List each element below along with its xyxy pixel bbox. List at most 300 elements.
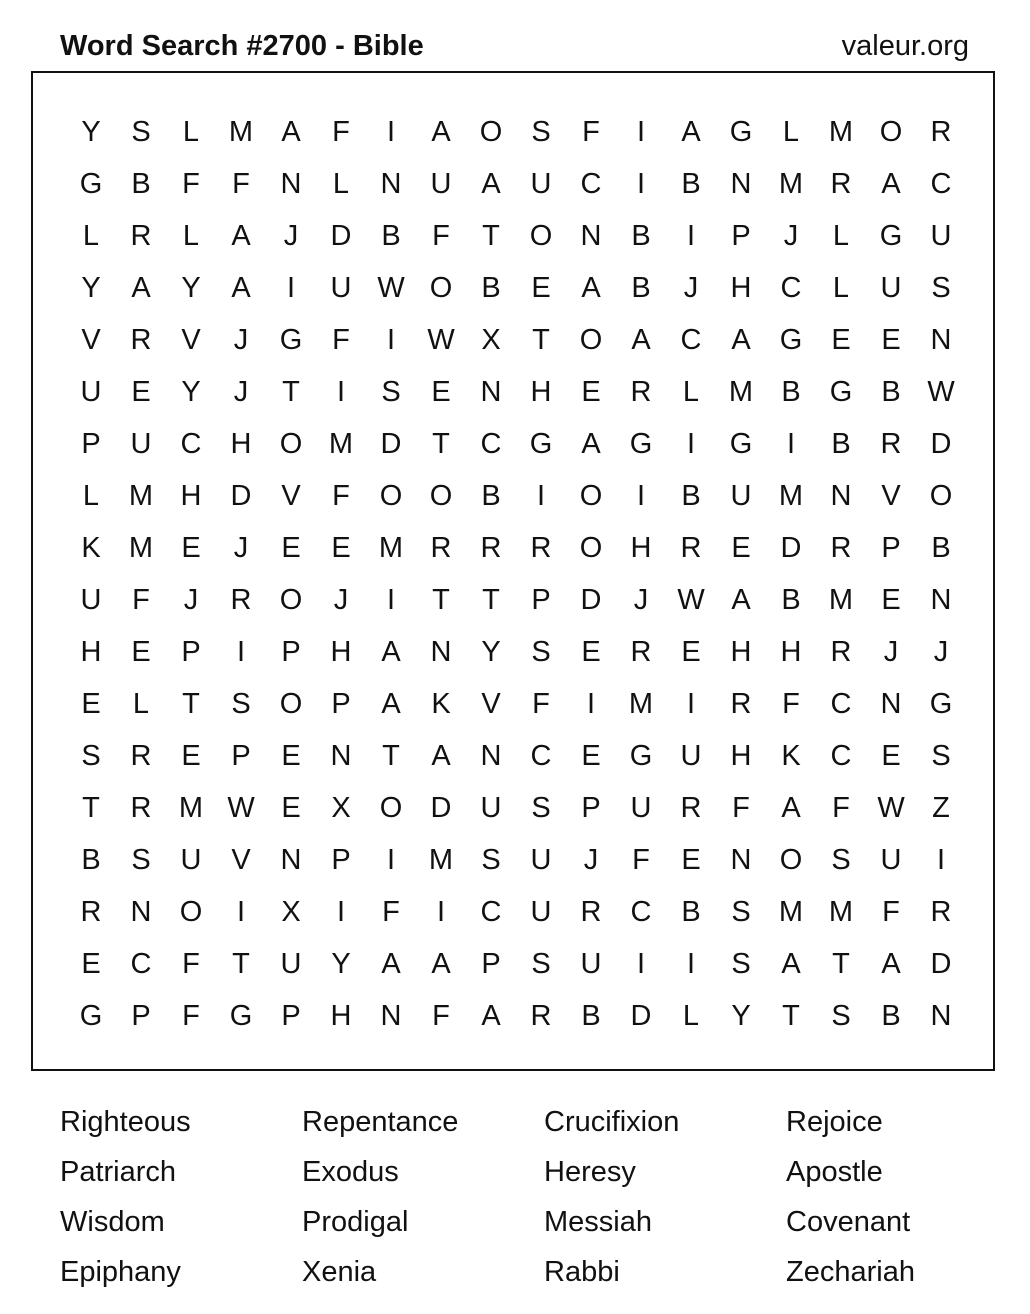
- grid-cell[interactable]: A: [581, 428, 601, 460]
- grid-cell[interactable]: E: [531, 272, 551, 304]
- grid-cell[interactable]: B: [781, 584, 801, 616]
- grid-cell[interactable]: R: [80, 896, 102, 928]
- grid-cell[interactable]: O: [279, 584, 303, 616]
- grid-cell[interactable]: R: [830, 168, 852, 200]
- grid-cell[interactable]: L: [682, 376, 700, 408]
- grid-cell[interactable]: I: [336, 896, 346, 928]
- grid-cell[interactable]: E: [831, 324, 851, 356]
- grid-cell[interactable]: B: [581, 1000, 601, 1032]
- grid-cell[interactable]: A: [481, 1000, 501, 1032]
- grid-cell[interactable]: B: [631, 272, 651, 304]
- grid-cell[interactable]: E: [881, 584, 901, 616]
- grid-cell[interactable]: H: [630, 532, 652, 564]
- grid-cell[interactable]: M: [228, 116, 254, 148]
- grid-cell[interactable]: U: [880, 272, 902, 304]
- grid-cell[interactable]: E: [681, 844, 701, 876]
- grid-cell[interactable]: N: [480, 376, 502, 408]
- grid-cell[interactable]: C: [180, 428, 202, 460]
- grid-cell[interactable]: M: [728, 376, 754, 408]
- grid-cell[interactable]: O: [929, 480, 953, 512]
- grid-cell[interactable]: N: [380, 168, 402, 200]
- grid-cell[interactable]: E: [131, 376, 151, 408]
- grid-cell[interactable]: R: [830, 532, 852, 564]
- grid-cell[interactable]: F: [532, 688, 550, 720]
- grid-cell[interactable]: N: [730, 844, 752, 876]
- grid-cell[interactable]: S: [931, 740, 951, 772]
- grid-cell[interactable]: L: [832, 272, 850, 304]
- grid-cell[interactable]: E: [581, 376, 601, 408]
- grid-cell[interactable]: S: [831, 844, 851, 876]
- grid-cell[interactable]: A: [231, 220, 251, 252]
- grid-cell[interactable]: A: [581, 272, 601, 304]
- grid-cell[interactable]: M: [628, 688, 654, 720]
- grid-cell[interactable]: C: [830, 688, 852, 720]
- grid-cell[interactable]: E: [881, 740, 901, 772]
- grid-cell[interactable]: P: [331, 688, 351, 720]
- grid-cell[interactable]: T: [382, 740, 400, 772]
- grid-cell[interactable]: J: [933, 636, 949, 668]
- grid-cell[interactable]: T: [482, 584, 500, 616]
- grid-cell[interactable]: B: [681, 480, 701, 512]
- grid-cell[interactable]: Y: [181, 272, 201, 304]
- grid-cell[interactable]: C: [630, 896, 652, 928]
- grid-cell[interactable]: H: [230, 428, 252, 460]
- grid-cell[interactable]: D: [430, 792, 452, 824]
- grid-cell[interactable]: T: [432, 584, 450, 616]
- grid-cell[interactable]: P: [281, 636, 301, 668]
- grid-cell[interactable]: U: [880, 844, 902, 876]
- grid-cell[interactable]: I: [436, 896, 446, 928]
- grid-cell[interactable]: V: [181, 324, 201, 356]
- grid-cell[interactable]: M: [328, 428, 354, 460]
- grid-cell[interactable]: S: [81, 740, 101, 772]
- grid-cell[interactable]: N: [730, 168, 752, 200]
- grid-cell[interactable]: V: [481, 688, 501, 720]
- grid-cell[interactable]: H: [780, 636, 802, 668]
- grid-cell[interactable]: B: [881, 376, 901, 408]
- grid-cell[interactable]: J: [633, 584, 649, 616]
- grid-cell[interactable]: O: [529, 220, 553, 252]
- grid-cell[interactable]: I: [386, 116, 396, 148]
- grid-cell[interactable]: T: [532, 324, 550, 356]
- grid-cell[interactable]: O: [479, 116, 503, 148]
- grid-cell[interactable]: N: [930, 584, 952, 616]
- grid-cell[interactable]: N: [280, 844, 302, 876]
- grid-cell[interactable]: P: [131, 1000, 151, 1032]
- grid-cell[interactable]: A: [731, 584, 751, 616]
- grid-cell[interactable]: W: [227, 792, 255, 824]
- grid-cell[interactable]: A: [381, 636, 401, 668]
- grid-cell[interactable]: P: [281, 1000, 301, 1032]
- grid-cell[interactable]: U: [730, 480, 752, 512]
- grid-cell[interactable]: P: [481, 948, 501, 980]
- grid-cell[interactable]: S: [831, 1000, 851, 1032]
- grid-cell[interactable]: R: [130, 792, 152, 824]
- grid-cell[interactable]: Z: [932, 792, 950, 824]
- grid-cell[interactable]: P: [331, 844, 351, 876]
- grid-cell[interactable]: E: [731, 532, 751, 564]
- grid-cell[interactable]: P: [81, 428, 101, 460]
- grid-cell[interactable]: P: [531, 584, 551, 616]
- grid-cell[interactable]: L: [182, 220, 200, 252]
- grid-cell[interactable]: H: [80, 636, 102, 668]
- grid-cell[interactable]: O: [279, 688, 303, 720]
- grid-cell[interactable]: G: [629, 740, 653, 772]
- grid-cell[interactable]: I: [386, 324, 396, 356]
- grid-cell[interactable]: T: [432, 428, 450, 460]
- grid-cell[interactable]: O: [579, 532, 603, 564]
- grid-cell[interactable]: B: [831, 428, 851, 460]
- grid-cell[interactable]: C: [930, 168, 952, 200]
- grid-cell[interactable]: S: [731, 948, 751, 980]
- grid-cell[interactable]: O: [579, 324, 603, 356]
- grid-cell[interactable]: O: [379, 792, 403, 824]
- grid-cell[interactable]: R: [130, 220, 152, 252]
- grid-cell[interactable]: U: [630, 792, 652, 824]
- grid-cell[interactable]: M: [778, 480, 804, 512]
- grid-cell[interactable]: H: [730, 272, 752, 304]
- grid-cell[interactable]: O: [429, 272, 453, 304]
- grid-cell[interactable]: U: [330, 272, 352, 304]
- grid-cell[interactable]: S: [131, 844, 151, 876]
- grid-cell[interactable]: R: [430, 532, 452, 564]
- grid-cell[interactable]: C: [680, 324, 702, 356]
- grid-cell[interactable]: A: [881, 168, 901, 200]
- grid-cell[interactable]: H: [730, 636, 752, 668]
- grid-cell[interactable]: G: [229, 1000, 253, 1032]
- grid-cell[interactable]: F: [232, 168, 250, 200]
- grid-cell[interactable]: O: [279, 428, 303, 460]
- grid-cell[interactable]: L: [832, 220, 850, 252]
- grid-cell[interactable]: S: [531, 792, 551, 824]
- grid-cell[interactable]: S: [481, 844, 501, 876]
- grid-cell[interactable]: T: [182, 688, 200, 720]
- grid-cell[interactable]: L: [332, 168, 350, 200]
- grid-cell[interactable]: A: [381, 948, 401, 980]
- grid-cell[interactable]: A: [431, 740, 451, 772]
- grid-cell[interactable]: N: [930, 324, 952, 356]
- grid-cell[interactable]: J: [783, 220, 799, 252]
- grid-cell[interactable]: W: [877, 792, 905, 824]
- grid-cell[interactable]: D: [330, 220, 352, 252]
- grid-cell[interactable]: I: [236, 896, 246, 928]
- grid-cell[interactable]: F: [432, 220, 450, 252]
- grid-cell[interactable]: E: [581, 740, 601, 772]
- grid-cell[interactable]: X: [331, 792, 351, 824]
- grid-cell[interactable]: Y: [81, 116, 101, 148]
- grid-cell[interactable]: E: [881, 324, 901, 356]
- grid-cell[interactable]: L: [82, 480, 100, 512]
- grid-cell[interactable]: I: [336, 376, 346, 408]
- grid-cell[interactable]: I: [786, 428, 796, 460]
- grid-cell[interactable]: A: [131, 272, 151, 304]
- grid-cell[interactable]: R: [530, 1000, 552, 1032]
- grid-cell[interactable]: N: [330, 740, 352, 772]
- grid-cell[interactable]: R: [130, 740, 152, 772]
- grid-cell[interactable]: W: [677, 584, 705, 616]
- grid-cell[interactable]: U: [430, 168, 452, 200]
- grid-cell[interactable]: M: [378, 532, 404, 564]
- grid-cell[interactable]: J: [233, 324, 249, 356]
- grid-cell[interactable]: G: [279, 324, 303, 356]
- grid-cell[interactable]: V: [81, 324, 101, 356]
- grid-cell[interactable]: F: [332, 324, 350, 356]
- grid-cell[interactable]: U: [130, 428, 152, 460]
- grid-cell[interactable]: P: [881, 532, 901, 564]
- grid-cell[interactable]: F: [582, 116, 600, 148]
- grid-cell[interactable]: W: [427, 324, 455, 356]
- grid-cell[interactable]: K: [781, 740, 801, 772]
- grid-cell[interactable]: R: [930, 116, 952, 148]
- grid-cell[interactable]: T: [832, 948, 850, 980]
- grid-cell[interactable]: I: [686, 688, 696, 720]
- grid-cell[interactable]: T: [282, 376, 300, 408]
- grid-cell[interactable]: C: [480, 896, 502, 928]
- grid-cell[interactable]: N: [580, 220, 602, 252]
- grid-cell[interactable]: C: [130, 948, 152, 980]
- grid-cell[interactable]: E: [181, 532, 201, 564]
- grid-cell[interactable]: G: [779, 324, 803, 356]
- grid-cell[interactable]: K: [81, 532, 101, 564]
- grid-cell[interactable]: N: [480, 740, 502, 772]
- grid-cell[interactable]: U: [530, 896, 552, 928]
- grid-cell[interactable]: N: [280, 168, 302, 200]
- grid-cell[interactable]: B: [931, 532, 951, 564]
- grid-cell[interactable]: R: [680, 792, 702, 824]
- grid-cell[interactable]: R: [830, 636, 852, 668]
- grid-cell[interactable]: C: [580, 168, 602, 200]
- grid-cell[interactable]: V: [281, 480, 301, 512]
- grid-cell[interactable]: W: [927, 376, 955, 408]
- grid-cell[interactable]: I: [686, 428, 696, 460]
- grid-cell[interactable]: D: [930, 948, 952, 980]
- grid-cell[interactable]: H: [730, 740, 752, 772]
- grid-cell[interactable]: R: [630, 636, 652, 668]
- grid-cell[interactable]: A: [431, 116, 451, 148]
- grid-cell[interactable]: I: [636, 948, 646, 980]
- grid-cell[interactable]: U: [930, 220, 952, 252]
- grid-cell[interactable]: F: [632, 844, 650, 876]
- grid-cell[interactable]: U: [680, 740, 702, 772]
- grid-cell[interactable]: I: [386, 584, 396, 616]
- grid-cell[interactable]: L: [132, 688, 150, 720]
- grid-cell[interactable]: Y: [181, 376, 201, 408]
- grid-cell[interactable]: D: [630, 1000, 652, 1032]
- grid-cell[interactable]: B: [481, 480, 501, 512]
- grid-cell[interactable]: S: [931, 272, 951, 304]
- grid-cell[interactable]: F: [382, 896, 400, 928]
- grid-cell[interactable]: E: [281, 792, 301, 824]
- grid-cell[interactable]: C: [780, 272, 802, 304]
- grid-cell[interactable]: O: [429, 480, 453, 512]
- grid-cell[interactable]: B: [481, 272, 501, 304]
- grid-cell[interactable]: H: [330, 636, 352, 668]
- grid-cell[interactable]: I: [636, 168, 646, 200]
- grid-cell[interactable]: R: [580, 896, 602, 928]
- grid-cell[interactable]: I: [636, 480, 646, 512]
- grid-cell[interactable]: L: [782, 116, 800, 148]
- grid-cell[interactable]: B: [131, 168, 151, 200]
- grid-cell[interactable]: Y: [731, 1000, 751, 1032]
- grid-cell[interactable]: A: [731, 324, 751, 356]
- grid-cell[interactable]: G: [729, 428, 753, 460]
- grid-cell[interactable]: J: [583, 844, 599, 876]
- grid-cell[interactable]: N: [430, 636, 452, 668]
- grid-cell[interactable]: O: [179, 896, 203, 928]
- grid-cell[interactable]: S: [131, 116, 151, 148]
- grid-cell[interactable]: U: [180, 844, 202, 876]
- grid-cell[interactable]: V: [881, 480, 901, 512]
- grid-cell[interactable]: G: [629, 428, 653, 460]
- grid-cell[interactable]: F: [732, 792, 750, 824]
- grid-cell[interactable]: N: [930, 1000, 952, 1032]
- grid-cell[interactable]: I: [536, 480, 546, 512]
- grid-cell[interactable]: V: [231, 844, 251, 876]
- grid-cell[interactable]: X: [281, 896, 301, 928]
- grid-cell[interactable]: B: [681, 896, 701, 928]
- grid-cell[interactable]: G: [879, 220, 903, 252]
- grid-cell[interactable]: I: [936, 844, 946, 876]
- grid-cell[interactable]: M: [828, 896, 854, 928]
- grid-cell[interactable]: L: [182, 116, 200, 148]
- grid-cell[interactable]: R: [880, 428, 902, 460]
- grid-cell[interactable]: T: [82, 792, 100, 824]
- grid-cell[interactable]: D: [930, 428, 952, 460]
- grid-cell[interactable]: U: [580, 948, 602, 980]
- grid-cell[interactable]: R: [680, 532, 702, 564]
- grid-cell[interactable]: G: [829, 376, 853, 408]
- grid-cell[interactable]: E: [281, 532, 301, 564]
- grid-cell[interactable]: F: [832, 792, 850, 824]
- grid-cell[interactable]: F: [182, 168, 200, 200]
- grid-cell[interactable]: A: [781, 948, 801, 980]
- grid-cell[interactable]: I: [586, 688, 596, 720]
- grid-cell[interactable]: S: [731, 896, 751, 928]
- grid-cell[interactable]: M: [128, 480, 154, 512]
- grid-cell[interactable]: A: [481, 168, 501, 200]
- grid-cell[interactable]: E: [81, 948, 101, 980]
- grid-cell[interactable]: F: [432, 1000, 450, 1032]
- grid-cell[interactable]: H: [330, 1000, 352, 1032]
- grid-cell[interactable]: M: [178, 792, 204, 824]
- grid-cell[interactable]: N: [380, 1000, 402, 1032]
- grid-cell[interactable]: J: [883, 636, 899, 668]
- grid-cell[interactable]: U: [530, 168, 552, 200]
- grid-cell[interactable]: T: [232, 948, 250, 980]
- grid-cell[interactable]: I: [236, 636, 246, 668]
- grid-cell[interactable]: P: [231, 740, 251, 772]
- grid-cell[interactable]: J: [333, 584, 349, 616]
- grid-cell[interactable]: P: [181, 636, 201, 668]
- grid-cell[interactable]: M: [128, 532, 154, 564]
- grid-cell[interactable]: H: [180, 480, 202, 512]
- grid-cell[interactable]: R: [130, 324, 152, 356]
- grid-cell[interactable]: U: [80, 376, 102, 408]
- grid-cell[interactable]: E: [581, 636, 601, 668]
- grid-cell[interactable]: A: [431, 948, 451, 980]
- grid-cell[interactable]: E: [81, 688, 101, 720]
- grid-cell[interactable]: H: [530, 376, 552, 408]
- grid-cell[interactable]: U: [480, 792, 502, 824]
- grid-cell[interactable]: U: [530, 844, 552, 876]
- grid-cell[interactable]: R: [480, 532, 502, 564]
- grid-cell[interactable]: I: [686, 220, 696, 252]
- grid-cell[interactable]: M: [828, 584, 854, 616]
- grid-cell[interactable]: U: [80, 584, 102, 616]
- grid-cell[interactable]: E: [131, 636, 151, 668]
- grid-cell[interactable]: J: [233, 376, 249, 408]
- grid-cell[interactable]: G: [79, 1000, 103, 1032]
- grid-cell[interactable]: J: [233, 532, 249, 564]
- grid-cell[interactable]: R: [930, 896, 952, 928]
- grid-cell[interactable]: A: [381, 688, 401, 720]
- grid-cell[interactable]: C: [480, 428, 502, 460]
- grid-cell[interactable]: Y: [331, 948, 351, 980]
- grid-cell[interactable]: M: [828, 116, 854, 148]
- grid-cell[interactable]: X: [481, 324, 501, 356]
- grid-cell[interactable]: F: [332, 116, 350, 148]
- grid-cell[interactable]: A: [681, 116, 701, 148]
- grid-cell[interactable]: Y: [481, 636, 501, 668]
- grid-cell[interactable]: R: [630, 376, 652, 408]
- grid-cell[interactable]: O: [579, 480, 603, 512]
- grid-cell[interactable]: D: [580, 584, 602, 616]
- grid-cell[interactable]: J: [283, 220, 299, 252]
- grid-cell[interactable]: S: [381, 376, 401, 408]
- grid-cell[interactable]: L: [682, 1000, 700, 1032]
- grid-cell[interactable]: U: [280, 948, 302, 980]
- grid-cell[interactable]: R: [530, 532, 552, 564]
- grid-cell[interactable]: G: [729, 116, 753, 148]
- grid-cell[interactable]: I: [386, 844, 396, 876]
- grid-cell[interactable]: G: [929, 688, 953, 720]
- grid-cell[interactable]: E: [681, 636, 701, 668]
- grid-cell[interactable]: M: [778, 896, 804, 928]
- grid-cell[interactable]: E: [431, 376, 451, 408]
- grid-cell[interactable]: A: [231, 272, 251, 304]
- grid-cell[interactable]: I: [286, 272, 296, 304]
- grid-cell[interactable]: F: [332, 480, 350, 512]
- grid-cell[interactable]: C: [530, 740, 552, 772]
- grid-cell[interactable]: F: [882, 896, 900, 928]
- grid-cell[interactable]: B: [881, 1000, 901, 1032]
- grid-cell[interactable]: A: [881, 948, 901, 980]
- grid-cell[interactable]: S: [231, 688, 251, 720]
- grid-cell[interactable]: O: [879, 116, 903, 148]
- grid-cell[interactable]: T: [482, 220, 500, 252]
- grid-cell[interactable]: A: [281, 116, 301, 148]
- grid-cell[interactable]: J: [183, 584, 199, 616]
- grid-cell[interactable]: D: [380, 428, 402, 460]
- grid-cell[interactable]: B: [631, 220, 651, 252]
- grid-cell[interactable]: E: [331, 532, 351, 564]
- grid-cell[interactable]: F: [182, 948, 200, 980]
- grid-cell[interactable]: P: [731, 220, 751, 252]
- grid-cell[interactable]: N: [880, 688, 902, 720]
- grid-cell[interactable]: B: [781, 376, 801, 408]
- grid-cell[interactable]: I: [636, 116, 646, 148]
- grid-cell[interactable]: G: [529, 428, 553, 460]
- grid-cell[interactable]: S: [531, 948, 551, 980]
- grid-cell[interactable]: A: [631, 324, 651, 356]
- grid-cell[interactable]: D: [780, 532, 802, 564]
- grid-cell[interactable]: M: [428, 844, 454, 876]
- grid-cell[interactable]: Y: [81, 272, 101, 304]
- grid-cell[interactable]: P: [581, 792, 601, 824]
- grid-cell[interactable]: I: [686, 948, 696, 980]
- grid-cell[interactable]: M: [778, 168, 804, 200]
- grid-cell[interactable]: B: [681, 168, 701, 200]
